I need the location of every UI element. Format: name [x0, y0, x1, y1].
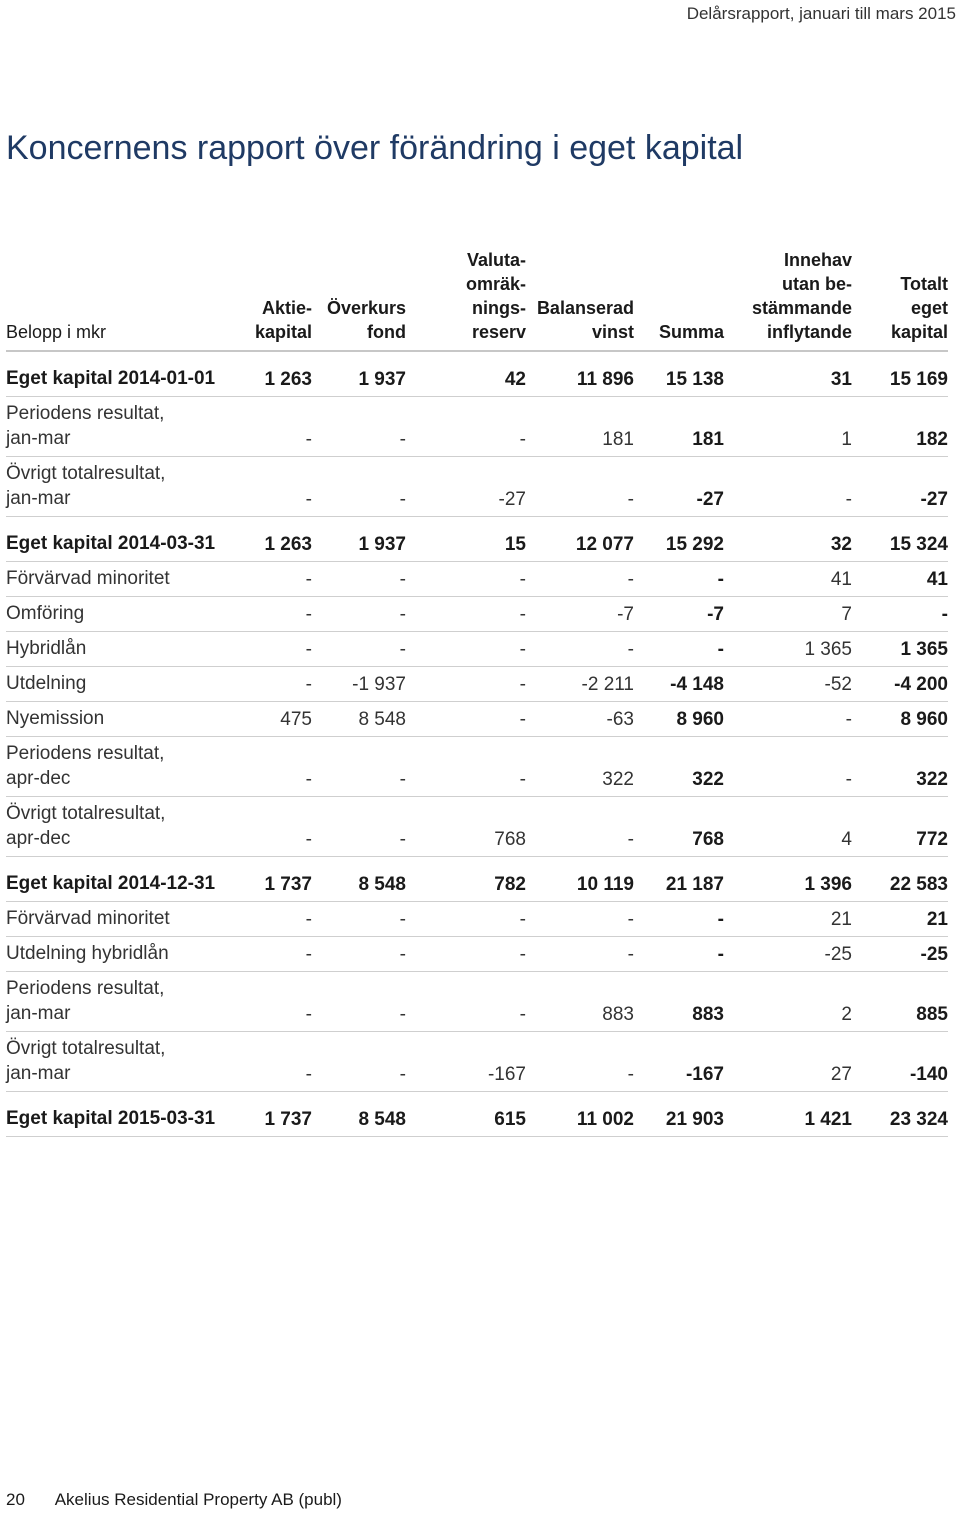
table-cell: 1 737	[242, 1092, 312, 1137]
table-cell: -	[242, 632, 312, 667]
table-row	[6, 597, 948, 632]
row-label: Förvärvad minoritet	[6, 902, 242, 937]
table-cell: -27	[634, 457, 724, 517]
table-cell: -167	[406, 1032, 526, 1092]
table-cell: -2 211	[526, 667, 634, 702]
table-cell: 15 324	[852, 517, 948, 562]
table-cell: 21	[724, 902, 852, 937]
table-cell: 1 263	[242, 517, 312, 562]
table-cell: -25	[724, 937, 852, 972]
column-header: Totalt eget kapital	[852, 248, 948, 351]
table-cell: -	[852, 597, 948, 632]
company-name: Akelius Residential Property AB (publ)	[54, 1490, 342, 1509]
balance-row	[6, 351, 948, 397]
table-cell: -	[406, 972, 526, 1032]
row-label: Omföring	[6, 597, 242, 632]
table-row	[6, 737, 948, 797]
table-cell: 21 903	[634, 1092, 724, 1137]
table-cell: -	[406, 937, 526, 972]
table-cell: 322	[526, 737, 634, 797]
row-label: Utdelning	[6, 667, 242, 702]
table-cell: 182	[852, 397, 948, 457]
balance-row	[6, 857, 948, 902]
table-cell: -	[406, 902, 526, 937]
table-cell: 41	[724, 562, 852, 597]
table-cell: 322	[634, 737, 724, 797]
table-cell: 1 365	[724, 632, 852, 667]
table-cell: 8 960	[634, 702, 724, 737]
table-cell: -	[406, 667, 526, 702]
column-header: Aktie- kapital	[242, 248, 312, 351]
row-label: Hybridlån	[6, 632, 242, 667]
table-body	[6, 351, 948, 1137]
row-label: Periodens resultat, jan-mar	[6, 397, 242, 457]
row-label: Eget kapital 2014-03-31	[6, 517, 242, 562]
table-row	[6, 562, 948, 597]
table-cell: -	[526, 937, 634, 972]
table-cell: 4	[724, 797, 852, 857]
table-cell: 21	[852, 902, 948, 937]
table-cell: -1 937	[312, 667, 406, 702]
table-row	[6, 667, 948, 702]
table-row	[6, 457, 948, 517]
table-cell: -	[312, 457, 406, 517]
table-cell: -	[634, 902, 724, 937]
table-cell: -	[312, 397, 406, 457]
table-cell: -	[406, 562, 526, 597]
table-cell: 782	[406, 857, 526, 902]
table-cell: -27	[852, 457, 948, 517]
row-label: Eget kapital 2014-12-31	[6, 857, 242, 902]
table-cell: 21 187	[634, 857, 724, 902]
table-header-row	[6, 248, 948, 351]
table-cell: 772	[852, 797, 948, 857]
table-cell: -	[724, 737, 852, 797]
table-cell: -	[242, 737, 312, 797]
row-label: Utdelning hybridlån	[6, 937, 242, 972]
table-cell: 768	[406, 797, 526, 857]
table-cell: -	[724, 702, 852, 737]
table-row	[6, 797, 948, 857]
table-cell: 1	[724, 397, 852, 457]
table-cell: -	[634, 937, 724, 972]
table-cell: -	[312, 797, 406, 857]
table-cell: -	[312, 902, 406, 937]
table-row	[6, 1032, 948, 1092]
column-header: Valuta- omräk- nings- reserv	[406, 248, 526, 351]
table-cell: -	[406, 597, 526, 632]
table-cell: 1 396	[724, 857, 852, 902]
balance-row	[6, 517, 948, 562]
row-label: Förvärvad minoritet	[6, 562, 242, 597]
table-row	[6, 972, 948, 1032]
table-cell: 10 119	[526, 857, 634, 902]
table-cell: 181	[634, 397, 724, 457]
table-cell: 27	[724, 1032, 852, 1092]
table-cell: -	[634, 562, 724, 597]
table-cell: -	[242, 937, 312, 972]
table-cell: -	[242, 972, 312, 1032]
table-row	[6, 937, 948, 972]
table-cell: 12 077	[526, 517, 634, 562]
table-cell: -	[242, 667, 312, 702]
table-cell: 1 737	[242, 857, 312, 902]
table-cell: 8 548	[312, 1092, 406, 1137]
page-number: 20	[6, 1490, 25, 1509]
table-cell: 2	[724, 972, 852, 1032]
table-cell: -	[526, 902, 634, 937]
running-header: Delårsrapport, januari till mars 2015	[686, 4, 956, 23]
table-cell: 15 292	[634, 517, 724, 562]
table-row	[6, 397, 948, 457]
table-cell: 42	[406, 351, 526, 397]
table-row	[6, 902, 948, 937]
row-label: Övrigt totalresultat, jan-mar	[6, 1032, 242, 1092]
table-cell: -	[634, 632, 724, 667]
table-cell: 15 138	[634, 351, 724, 397]
table-cell: 615	[406, 1092, 526, 1137]
table-cell: -	[242, 1032, 312, 1092]
table-cell: -	[312, 937, 406, 972]
table-cell: 22 583	[852, 857, 948, 902]
table-cell: -	[312, 1032, 406, 1092]
column-header: Summa	[634, 248, 724, 351]
table-cell: -	[242, 397, 312, 457]
table-cell: -7	[526, 597, 634, 632]
row-label: Eget kapital 2014-01-01	[6, 351, 242, 397]
equity-changes-table	[6, 248, 948, 1137]
column-header: Balanserad vinst	[526, 248, 634, 351]
row-label: Eget kapital 2015-03-31	[6, 1092, 242, 1137]
table-cell: -	[406, 397, 526, 457]
table-cell: 15	[406, 517, 526, 562]
page-title: Koncernens rapport över förändring i eget kapital	[6, 128, 744, 167]
table-cell: 883	[634, 972, 724, 1032]
table-cell: -	[406, 737, 526, 797]
table-cell: 8 548	[312, 702, 406, 737]
table-cell: 1 263	[242, 351, 312, 397]
table-cell: -4 200	[852, 667, 948, 702]
table-cell: -	[724, 457, 852, 517]
table-row	[6, 702, 948, 737]
table-cell: -63	[526, 702, 634, 737]
table-cell: -	[312, 632, 406, 667]
table-cell: -	[406, 702, 526, 737]
column-header: Belopp i mkr	[6, 248, 242, 351]
table-cell: 23 324	[852, 1092, 948, 1137]
table-cell: -	[526, 457, 634, 517]
table-row	[6, 632, 948, 667]
table-cell: 7	[724, 597, 852, 632]
table-cell: 181	[526, 397, 634, 457]
row-label: Övrigt totalresultat, jan-mar	[6, 457, 242, 517]
table-cell: -25	[852, 937, 948, 972]
page-footer	[6, 1490, 342, 1510]
table-cell: -4 148	[634, 667, 724, 702]
table-cell: -140	[852, 1032, 948, 1092]
table-cell: 1 937	[312, 517, 406, 562]
table-cell: -52	[724, 667, 852, 702]
table-cell: 31	[724, 351, 852, 397]
table-cell: 11 002	[526, 1092, 634, 1137]
table-cell: -	[526, 1032, 634, 1092]
table-cell: -	[242, 797, 312, 857]
table-cell: -27	[406, 457, 526, 517]
table-cell: -	[242, 562, 312, 597]
table-cell: -	[312, 972, 406, 1032]
table-cell: -	[526, 632, 634, 667]
table-cell: 885	[852, 972, 948, 1032]
table-cell: -	[242, 457, 312, 517]
table-cell: 8 548	[312, 857, 406, 902]
table-cell: 1 365	[852, 632, 948, 667]
column-header: Överkurs fond	[312, 248, 406, 351]
table-cell: 1 937	[312, 351, 406, 397]
row-label: Nyemission	[6, 702, 242, 737]
table-cell: 8 960	[852, 702, 948, 737]
table-cell: -7	[634, 597, 724, 632]
table-cell: -	[526, 797, 634, 857]
table-cell: -	[312, 562, 406, 597]
table-cell: 1 421	[724, 1092, 852, 1137]
table-cell: 11 896	[526, 351, 634, 397]
row-label: Övrigt totalresultat, apr-dec	[6, 797, 242, 857]
table-cell: -	[242, 902, 312, 937]
table-cell: -	[526, 562, 634, 597]
table-cell: 32	[724, 517, 852, 562]
balance-row	[6, 1092, 948, 1137]
table-cell: -	[312, 737, 406, 797]
table-cell: 883	[526, 972, 634, 1032]
table-cell: -167	[634, 1032, 724, 1092]
table-cell: 768	[634, 797, 724, 857]
table-cell: 41	[852, 562, 948, 597]
table-cell: 475	[242, 702, 312, 737]
table-cell: -	[312, 597, 406, 632]
table-cell: -	[406, 632, 526, 667]
table-cell: -	[242, 597, 312, 632]
column-header: Innehav utan be- stämmande inflytande	[724, 248, 852, 351]
row-label: Periodens resultat, jan-mar	[6, 972, 242, 1032]
table-cell: 322	[852, 737, 948, 797]
row-label: Periodens resultat, apr-dec	[6, 737, 242, 797]
table-cell: 15 169	[852, 351, 948, 397]
